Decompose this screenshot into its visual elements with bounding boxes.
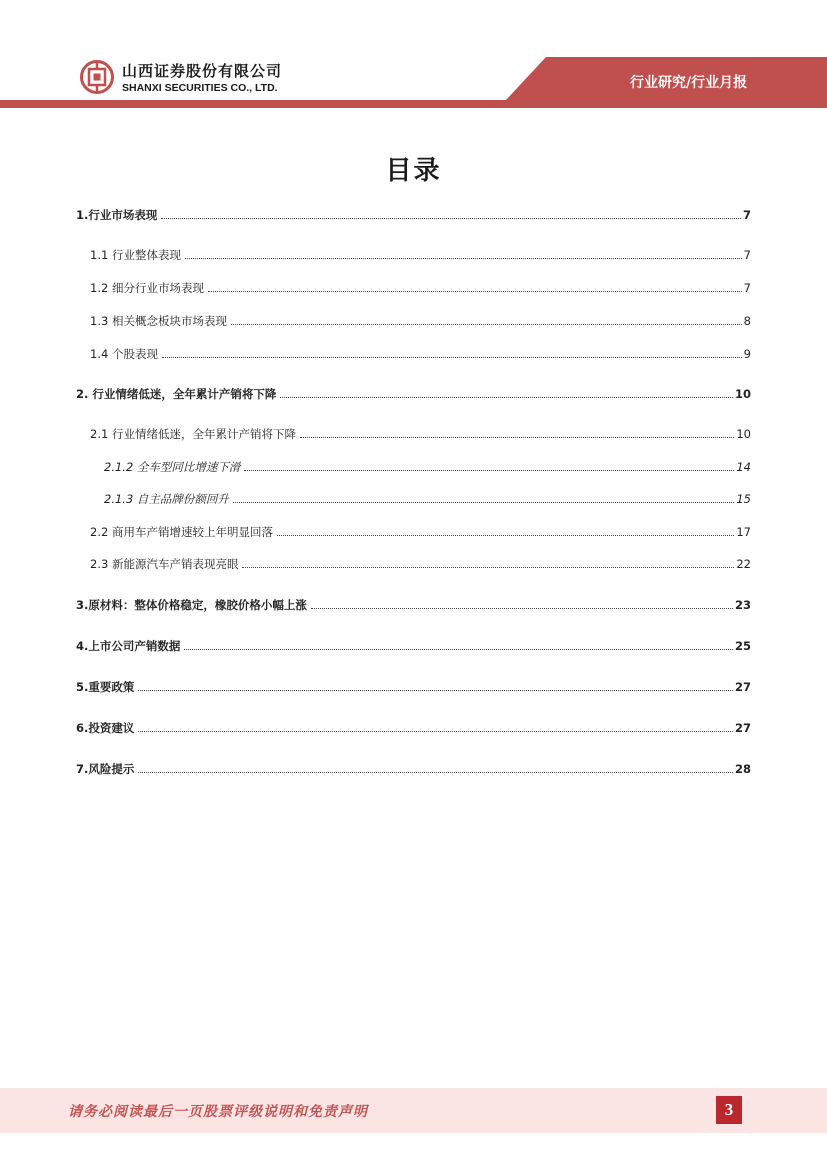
toc-entry[interactable] xyxy=(104,491,751,507)
toc-entry[interactable] xyxy=(76,207,751,223)
toc-leader-dots xyxy=(233,502,734,503)
toc-leader-dots xyxy=(277,535,734,536)
toc-entry-label: 4.上市公司产销数据 xyxy=(76,639,181,653)
toc-entry-page: 7 xyxy=(743,248,751,262)
toc-leader-dots xyxy=(185,258,742,259)
toc-entry-page: 8 xyxy=(743,314,751,328)
toc-entry-label: 7.风险提示 xyxy=(76,762,135,776)
header-band xyxy=(0,100,827,108)
toc-entry-page: 10 xyxy=(734,387,751,401)
company-name-cn: 山西证券股份有限公司 xyxy=(122,62,283,80)
toc-leader-dots xyxy=(300,437,734,438)
toc-leader-dots xyxy=(208,291,742,292)
page-number: 3 xyxy=(716,1096,742,1124)
toc-entry[interactable] xyxy=(76,386,751,402)
report-category: 行业研究/行业月报 xyxy=(630,75,748,91)
toc-entry-label: 2.2 商用车产销增速较上年明显回落 xyxy=(90,525,273,539)
toc-title: 目录 xyxy=(385,156,442,186)
toc-entry-page: 9 xyxy=(743,347,751,361)
toc-leader-dots xyxy=(242,567,734,568)
toc-leader-dots xyxy=(138,690,733,691)
toc-entry-page: 14 xyxy=(736,460,751,474)
toc-entry-label: 1.2 细分行业市场表现 xyxy=(90,281,204,295)
toc-entry-page: 27 xyxy=(734,680,751,694)
toc-entry[interactable] xyxy=(76,720,751,736)
toc-entry-label: 2. 行业情绪低迷，全年累计产销将下降 xyxy=(76,387,277,401)
toc-entry-label: 1.行业市场表现 xyxy=(76,208,158,222)
toc-entry-label: 1.3 相关概念板块市场表现 xyxy=(90,314,227,328)
toc-entry-page: 22 xyxy=(736,557,751,571)
toc-entry-label: 6.投资建议 xyxy=(76,721,135,735)
toc-entry[interactable] xyxy=(76,597,751,613)
toc-entry-label: 5.重要政策 xyxy=(76,680,135,694)
toc-leader-dots xyxy=(138,772,733,773)
toc-entry[interactable] xyxy=(90,280,751,296)
toc-entry[interactable] xyxy=(90,524,751,540)
toc-entry[interactable] xyxy=(104,459,751,475)
company-name-en: SHANXI SECURITIES CO., LTD. xyxy=(122,82,278,94)
toc-entry[interactable] xyxy=(76,638,751,654)
toc-leader-dots xyxy=(244,470,734,471)
toc-entry-page: 27 xyxy=(734,721,751,735)
page-header xyxy=(0,0,827,112)
toc-entry[interactable] xyxy=(90,313,751,329)
toc-entry-label: 1.1 行业整体表现 xyxy=(90,248,181,262)
toc-entry[interactable] xyxy=(76,679,751,695)
toc-entry-page: 15 xyxy=(736,492,751,506)
toc-leader-dots xyxy=(184,649,733,650)
toc-entry-page: 7 xyxy=(742,208,751,222)
toc-leader-dots xyxy=(280,397,733,398)
toc-leader-dots xyxy=(162,357,742,358)
toc-entry-label: 2.1.3 自主品牌份额回升 xyxy=(104,492,229,506)
toc-entry-page: 23 xyxy=(734,598,751,612)
toc-leader-dots xyxy=(311,608,733,609)
toc-entry-label: 2.1 行业情绪低迷，全年累计产销将下降 xyxy=(90,427,296,441)
toc-entry[interactable] xyxy=(76,761,751,777)
toc-entry[interactable] xyxy=(90,346,751,362)
toc-entry-page: 28 xyxy=(734,762,751,776)
toc-entry[interactable] xyxy=(90,426,751,442)
toc-entry-label: 2.3 新能源汽车产销表现亮眼 xyxy=(90,557,239,571)
toc-leader-dots xyxy=(231,324,742,325)
toc-entry-page: 17 xyxy=(736,525,751,539)
toc-entry-label: 3.原材料：整体价格稳定，橡胶价格小幅上涨 xyxy=(76,598,307,612)
toc-entry-label: 1.4 个股表现 xyxy=(90,347,158,361)
toc-entry-label: 2.1.2 全车型同比增速下滑 xyxy=(104,460,241,474)
shanxi-securities-logo-icon xyxy=(80,60,114,94)
toc-entry-page: 25 xyxy=(734,639,751,653)
toc-entry-page: 7 xyxy=(743,281,751,295)
footer-disclaimer: 请务必阅读最后一页股票评级说明和免责声明 xyxy=(68,1104,368,1120)
toc-entry-page: 10 xyxy=(736,427,751,441)
toc-entry[interactable] xyxy=(90,556,751,572)
toc-leader-dots xyxy=(138,731,733,732)
toc-entry[interactable] xyxy=(90,247,751,263)
toc-leader-dots xyxy=(161,218,741,219)
